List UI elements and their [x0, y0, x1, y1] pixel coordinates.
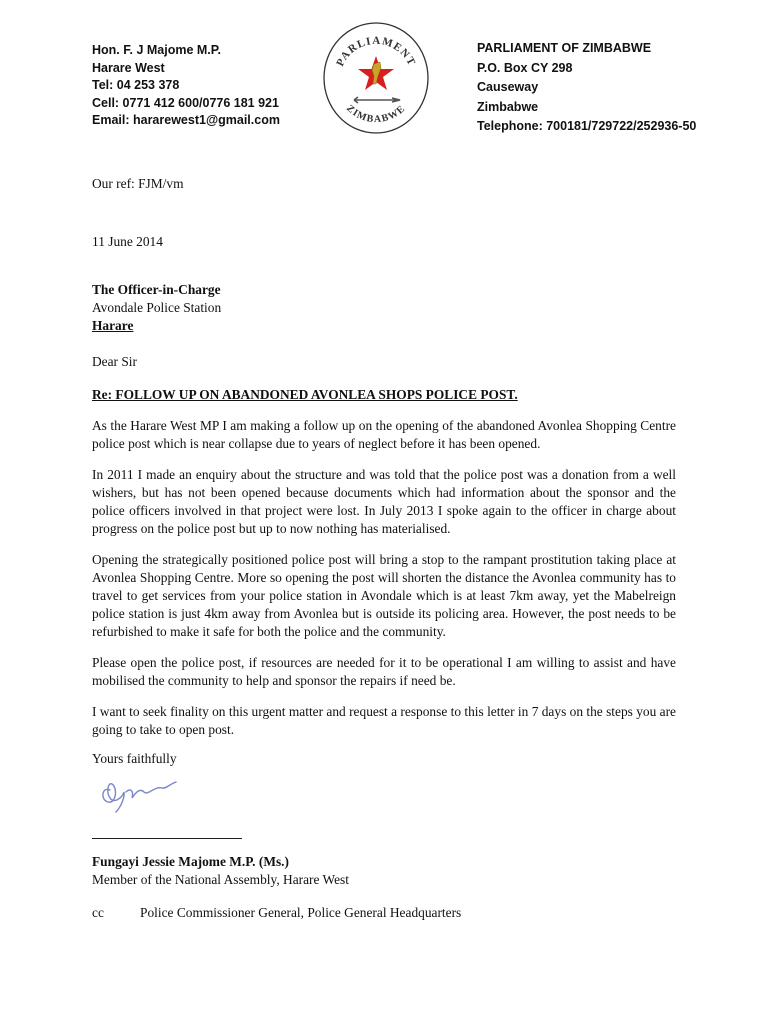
paragraph: I want to seek finality on this urgent matter and request a response to this letter in 7 days on the steps you are going to take to open post.	[92, 704, 676, 737]
cc-label: cc	[92, 905, 104, 920]
cc-recipient: Police Commissioner General, Police General Headquarters	[140, 905, 462, 920]
sender-block	[92, 42, 280, 130]
parliament-seal-icon	[318, 18, 434, 134]
seal-bottom-text: ZIMBABWE	[344, 103, 408, 126]
recipient-station: Avondale Police Station	[92, 300, 222, 315]
letter-body	[92, 175, 676, 768]
cc-line	[92, 904, 461, 922]
subject-line: Re: FOLLOW UP ON ABANDONED AVONLEA SHOPS POLICE POST.	[92, 387, 518, 402]
signer-name: Fungayi Jessie Majome M.P. (Ms.)	[92, 854, 289, 869]
paragraph: In 2011 I made an enquiry about the structure and was told that the police post was a donation from a well wishers, but has not been opened because documents which had information about the sponsor and the police officers involved in that project were lost. In July 2013 I spoke again to the officer in charge about progress on the police post but up to now nothing has materialised.	[92, 467, 676, 536]
salutation: Dear Sir	[92, 354, 137, 369]
signer-title: Member of the National Assembly, Harare West	[92, 872, 349, 887]
signer-block	[92, 853, 349, 889]
recipient-block	[92, 281, 676, 335]
parliament-seal	[318, 18, 434, 134]
seal-top-text: PARLIAMENT	[334, 34, 418, 69]
closing: Yours faithfully	[92, 751, 177, 766]
org-area: Causeway	[477, 80, 539, 94]
sender-email: Email: hararewest1@gmail.com	[92, 113, 280, 127]
recipient-title: The Officer-in-Charge	[92, 282, 221, 297]
org-block	[477, 39, 696, 137]
org-country: Zimbabwe	[477, 99, 539, 114]
org-box: P.O. Box CY 298	[477, 60, 573, 75]
org-name: PARLIAMENT OF ZIMBABWE	[477, 41, 652, 55]
paragraph: Opening the strategically positioned police post will bring a stop to the rampant prostitution taking place at Avonlea Shopping Centre. More so opening the post will shorten the distance the Avonlea community has to travel to get services from your police station in Avondale which is at least 7km away, yet the Mabelreign police station is just 4km away from Avonlea but is outside its policing area. However, the post needs to be refurbished to make it safe for both the police and the community.	[92, 552, 676, 639]
recipient-city: Harare	[92, 318, 134, 333]
signature	[96, 768, 196, 816]
signature-line	[92, 838, 242, 839]
seal-mace	[354, 97, 400, 103]
paragraph: Please open the police post, if resources are needed for it to be operational I am willing to assist and have mobilised the community to help and sponsor the repairs if need be.	[92, 655, 676, 688]
sender-tel: Tel: 04 253 378	[92, 78, 180, 92]
paragraph: As the Harare West MP I am making a follow up on the opening of the abandoned Avonlea Shopping Centre police post which is near collapse due to years of neglect before it has been opened.	[92, 418, 676, 451]
reference: Our ref: FJM/vm	[92, 176, 184, 191]
sender-name: Hon. F. J Majome M.P.	[92, 43, 221, 57]
letter-date: 11 June 2014	[92, 234, 163, 249]
signature-icon	[96, 768, 196, 816]
svg-text:ZIMBABWE	[344, 103, 408, 125]
sender-cell: Cell: 0771 412 600/0776 181 921	[92, 95, 279, 110]
sender-constituency: Harare West	[92, 60, 165, 75]
org-telephone: Telephone: 700181/729722/252936-50	[477, 119, 697, 133]
